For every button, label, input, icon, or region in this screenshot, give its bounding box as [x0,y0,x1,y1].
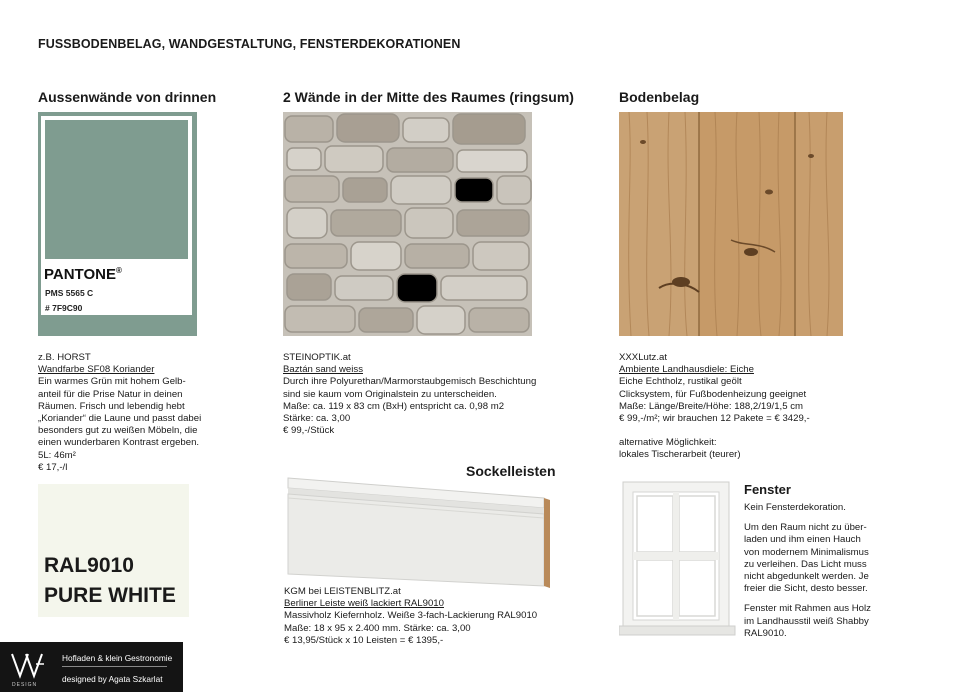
window-line: Kein Fensterdekoration. [744,502,846,513]
outer-walls-heading: Aussenwände von drinnen [38,89,217,105]
footer-designer-credit: designed by Agata Szkarlat [62,674,163,684]
center-walls-line: STEINOPTIK.at [283,352,351,363]
window-frame [619,480,737,636]
baseboards-product-link[interactable]: Berliner Leiste weiß lackiert RAL9010 [284,598,444,610]
pantone-color-card [38,112,197,336]
center-walls-product-link[interactable]: Baztán sand weiss [283,364,363,376]
baseboards-line: Massivholz Kiefernholz. Weiße 3-fach-Lackierung RAL9010 [284,610,538,622]
center-walls-line: Durch ihre Polyurethan/Marmorstaubgemisch Beschichtung [283,376,537,388]
window-heading: Fenster [744,482,791,497]
flooring-product-link[interactable]: Ambiente Landhausdiele: Eiche [619,364,754,376]
flooring-alt-line: alternative Möglichkeit: [619,437,717,449]
window-description [744,502,871,640]
brand-logo-icon [10,650,50,684]
baseboard-shape [282,474,554,589]
flooring-alt-line: lokales Tischerarbeit (teurer) [619,449,741,461]
footer-project-name: Hofladen & klein Gestronomie [62,653,173,663]
baseboards-heading: Sockelleisten [466,463,556,479]
footer-divider [62,666,167,667]
pantone-pms-code: PMS 5565 C [45,288,94,298]
outer-walls-description [38,352,201,474]
flooring-line: Clicksystem, für Fußbodenheizung geeignet [619,388,807,400]
ral-color-name: PURE WHITE [44,584,176,607]
window-line: freier die Sicht, desto besser. [744,583,868,595]
pantone-name: PANTONE® [44,266,122,283]
outer-walls-line: „Koriander“ die Laune und passt dabei [38,413,202,425]
center-walls-line: sind sie kaum vom Originalstein zu unterscheiden. [283,388,497,400]
footer-bar [0,642,183,692]
stone-wall-image [283,112,532,336]
flooring-description [619,352,810,462]
flooring-line: Eiche Echtholz, rustikal geölt [619,376,742,388]
outer-walls-line: Ein warmes Grün mit hohem Gelb- [38,376,186,388]
window-line: Fenster mit Rahmen aus Holz [744,603,871,615]
flooring-line: Maße: Länge/Breite/Höhe: 188,2/19/1,5 cm [619,400,803,412]
pantone-card-inner [41,116,192,315]
window-line: von modernem Minimalismus [744,546,869,558]
outer-walls-product-link[interactable]: Wandfarbe SF08 Koriander [38,364,155,376]
outer-walls-line: € 17,-/l [38,461,68,473]
page-title: FUSSBODENBELAG, WANDGESTALTUNG, FENSTERDEKORATIONEN [38,37,461,51]
window-line: nicht abgedunkelt werden. Je [744,571,869,583]
outer-walls-line: anteil für die Prise Natur in deinen [38,388,183,400]
window-line: RAL9010. [744,627,787,639]
center-walls-line: Maße: ca. 119 x 83 cm (BxH) entspricht ca. 0,98 m2 [283,400,505,412]
window-image [619,480,737,636]
flooring-line: € 99,-/m²; wir brauchen 12 Pakete = € 3429,- [619,413,810,425]
outer-walls-line: besonders gut zu weißen Möbeln, die [38,425,198,437]
center-walls-line: € 99,-/Stück [283,425,335,437]
outer-walls-line: z.B. HORST [38,352,91,363]
center-walls-description [283,352,536,437]
outer-walls-line: einen wunderbaren Kontrast ergeben. [38,437,200,449]
stone-texture [283,112,532,336]
window-line: laden und ihm einen Hauch [744,534,861,546]
pantone-hex-code: # 7F9C90 [45,303,83,313]
outer-walls-line: Räumen. Frisch und lebendig hebt [38,400,185,412]
window-line: im Landhausstil weiß Shabby [744,615,869,627]
center-walls-heading: 2 Wände in der Mitte des Raumes (ringsum) [283,89,574,105]
ral-code: RAL9010 [44,554,134,577]
baseboards-description [284,586,537,647]
window-line: zu verleihen. Das Licht muss [744,558,867,570]
pantone-swatch [45,120,188,259]
ral-color-card [38,484,189,617]
center-walls-line: Stärke: ca. 3,00 [283,413,351,425]
window-line: Um den Raum nicht zu über- [744,522,867,534]
baseboards-line: € 13,95/Stück x 10 Leisten = € 1395,- [284,634,444,646]
flooring-line: XXXLutz.at [619,352,667,363]
wood-floor-image [619,112,843,336]
outer-walls-line: 5L: 46m² [38,449,76,461]
baseboards-line: KGM bei LEISTENBLITZ.at [284,586,401,597]
baseboard-image [282,474,554,589]
baseboards-line: Maße: 18 x 95 x 2.400 mm. Stärke: ca. 3,00 [284,622,471,634]
brand-logo-subtitle: DESIGN [12,682,38,688]
flooring-heading: Bodenbelag [619,89,700,105]
wood-texture [619,112,843,336]
